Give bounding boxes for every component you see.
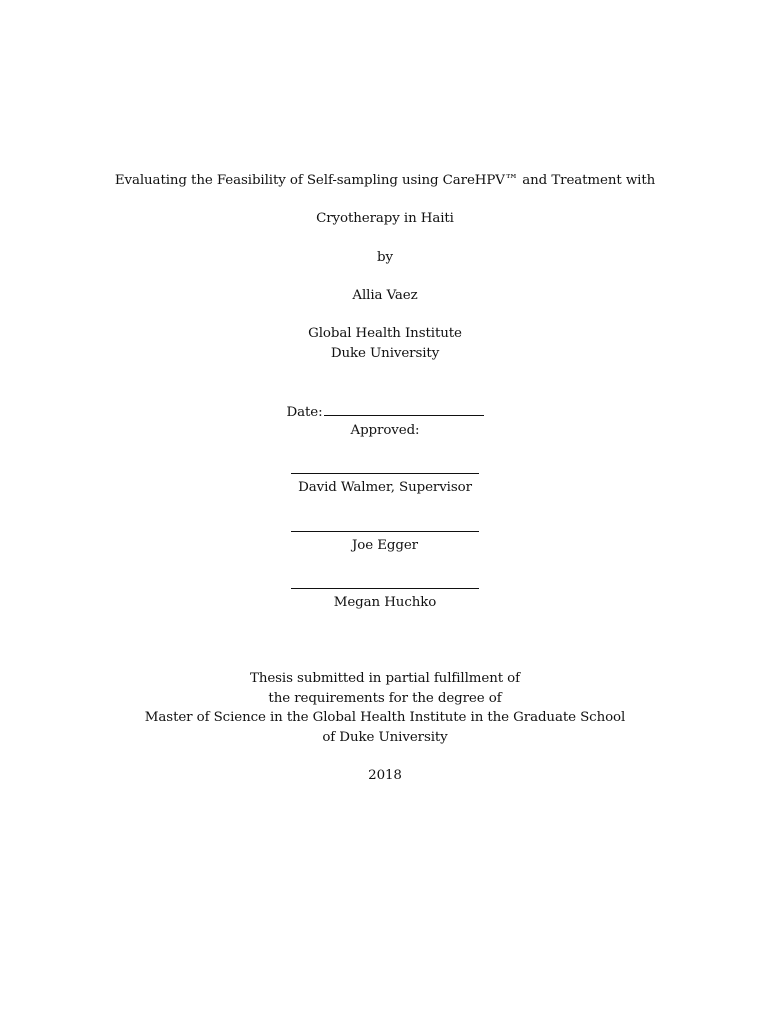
- committee-member-1: David Walmer, Supervisor: [298, 480, 472, 495]
- signature-line-1: [0, 460, 770, 480]
- by-label: by: [377, 250, 393, 265]
- date-line: [0, 402, 770, 422]
- thesis-statement-line: Thesis submitted in partial fulfillment of: [249, 671, 520, 686]
- institute-name: Global Health Institute: [308, 326, 462, 341]
- date-label: Date:: [286, 405, 323, 420]
- thesis-title-line-2: Cryotherapy in Haiti: [316, 211, 454, 226]
- date-blank: [324, 402, 484, 416]
- committee-member-3: Megan Huchko: [333, 595, 437, 610]
- signature-line-2: [0, 518, 770, 538]
- signature-blank: [291, 575, 479, 589]
- thesis-statement-line: Master of Science in the Global Health Institute in the Graduate School: [144, 710, 626, 725]
- university-name: Duke University: [330, 346, 440, 361]
- approved-label: Approved:: [350, 423, 420, 438]
- thesis-statement-line: the requirements for the degree of: [268, 691, 502, 706]
- committee-member-2: Joe Egger: [352, 538, 418, 553]
- signature-line-3: [0, 575, 770, 595]
- author-name: Allia Vaez: [352, 288, 418, 303]
- thesis-title-line-1: Evaluating the Feasibility of Self-sampling using CareHPV™ and Treatment with: [114, 173, 656, 188]
- submission-year: 2018: [368, 768, 402, 783]
- signature-blank: [291, 518, 479, 532]
- signature-blank: [291, 460, 479, 474]
- thesis-statement-line: of Duke University: [322, 730, 448, 745]
